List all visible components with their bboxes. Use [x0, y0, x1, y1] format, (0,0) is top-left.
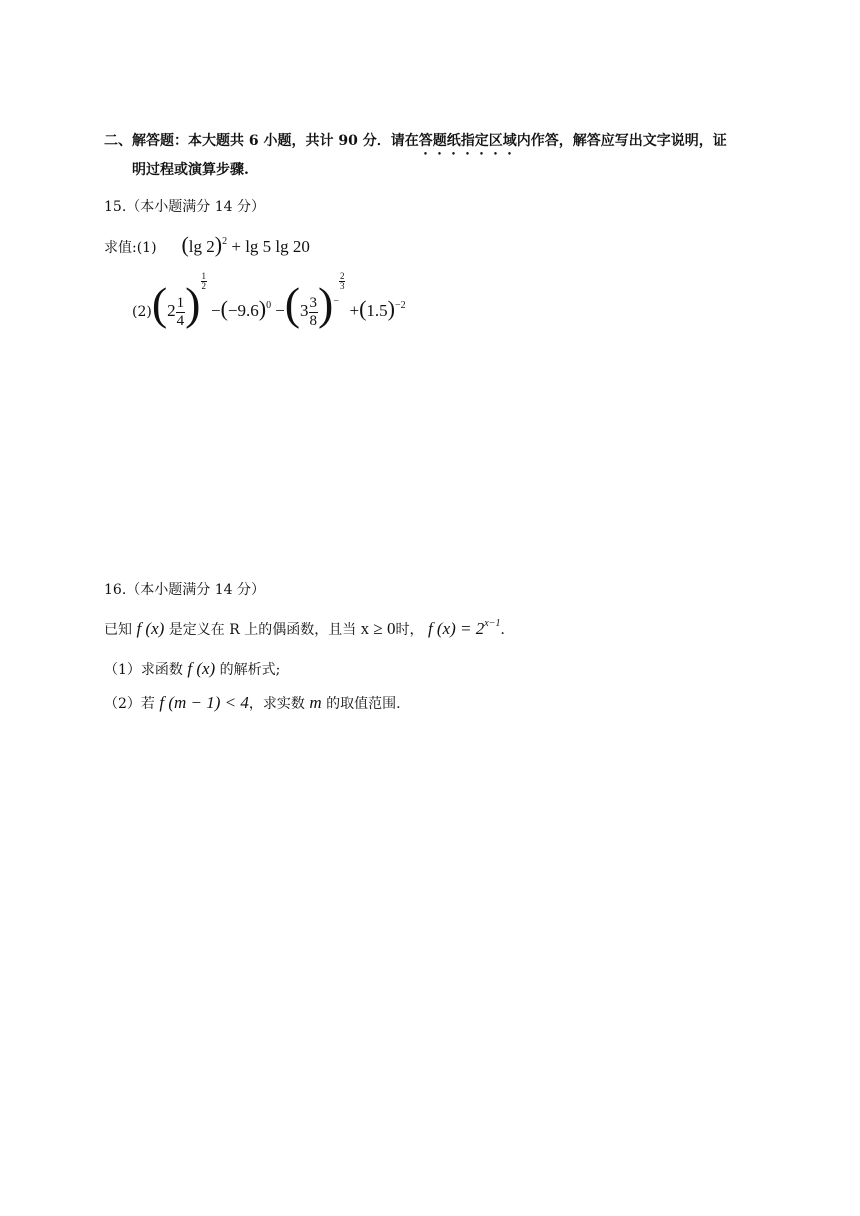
q15-t3-exp-den: 3 — [339, 281, 345, 291]
q15-t4: 1.5 — [366, 301, 388, 320]
q15-header: 15.（本小题满分 14 分） — [104, 199, 265, 215]
q15-t1-exponent — [201, 272, 208, 291]
q15-prompt: 求值:(1) — [104, 240, 157, 256]
q15-t3-fraction — [309, 295, 319, 330]
q16-definition — [428, 619, 501, 638]
q16-part1-text-a: （1）求函数 — [104, 662, 183, 678]
q15-t1-exp-num: 1 — [201, 271, 206, 281]
q15-t1-exp-den: 2 — [201, 281, 206, 291]
section-heading-line2: 明过程或演算步骤. — [132, 162, 249, 178]
q16-part2-text-c: 的取值范围. — [326, 696, 401, 712]
q15-part2: (2)(2 $\frac{1}{4}$ ) $\frac{1}{2}$ $-(-9.6)^0 -(3$ $\frac{3}{8}$ )− $\frac{2}{3}$ $+(1.5)^{-2}$ — [132, 271, 406, 330]
q15-part1-rest: + lg 5 lg 20 — [231, 237, 310, 256]
q15-t1-whole: 2 — [167, 301, 176, 320]
q15-t3-den: 8 — [309, 313, 318, 330]
q16-condition: x ≥ 0 — [360, 619, 396, 638]
q16-exponent: x−1 — [484, 618, 501, 629]
q16-period: ． — [500, 622, 515, 638]
q15-plus: + — [349, 301, 360, 320]
q15-t2-exponent: 0 — [266, 300, 272, 311]
q15-t3-num: 3 — [309, 295, 318, 312]
q16-fx-definition: f (x) = 2 — [427, 619, 485, 638]
q16-part2-text-b: ，求实数 — [248, 696, 305, 712]
q16-part1-fx: f (x) — [187, 659, 216, 678]
q16-text-a: 已知 — [104, 622, 132, 638]
q15-t3-exponent — [333, 272, 345, 322]
q15-part1 — [104, 232, 310, 260]
q15-t3-whole: 3 — [300, 301, 309, 320]
q16-part1 — [104, 659, 280, 680]
q15-t3-exp-num: 2 — [339, 271, 345, 281]
q15-part1-lg2: lg 2 — [188, 237, 215, 256]
q15-part1-expression: (lg 2)$^2$ + lg 5 lg 20 — [181, 232, 310, 257]
section-heading — [104, 131, 727, 158]
q16-part1-text-b: 的解析式; — [219, 662, 281, 678]
section-heading-text-a: 二、解答题：本大题共 6 小题，共计 90 分．请在 — [104, 133, 419, 149]
section-heading-dotted-text: 答题纸指定区域 — [418, 133, 517, 149]
q16-part2-inequality: f (m − 1) < 4 — [159, 693, 249, 712]
q15-part2-label: (2) — [132, 304, 152, 320]
q15-t2: −9.6 — [227, 301, 259, 320]
q16-statement — [104, 619, 514, 642]
q15-t1-fraction — [176, 295, 186, 330]
q16-part2-text-a: （2）若 — [104, 696, 155, 712]
q16-part2-variable-m: m — [309, 693, 322, 712]
q15-part1-exponent: 2 — [222, 236, 228, 247]
q15-t4-exponent: −2 — [394, 300, 406, 311]
q16-text-b: 是定义在 R 上的偶函数，且当 — [168, 622, 357, 638]
q15-minus-1: − — [211, 301, 221, 320]
q15-t1-num: 1 — [176, 295, 185, 312]
q16-fx: f (x) — [136, 619, 165, 638]
q15-t3-exp-sign: − — [333, 296, 339, 307]
section-heading-text-b: 内作答，解答应写出文字说明，证 — [516, 133, 727, 149]
q16-part2 — [104, 693, 401, 714]
q15-t1-den: 4 — [176, 313, 185, 330]
q15-minus-2: − — [275, 301, 285, 320]
q16-text-c: 时， — [395, 622, 424, 638]
q16-header: 16.（本小题满分 14 分） — [104, 582, 265, 598]
